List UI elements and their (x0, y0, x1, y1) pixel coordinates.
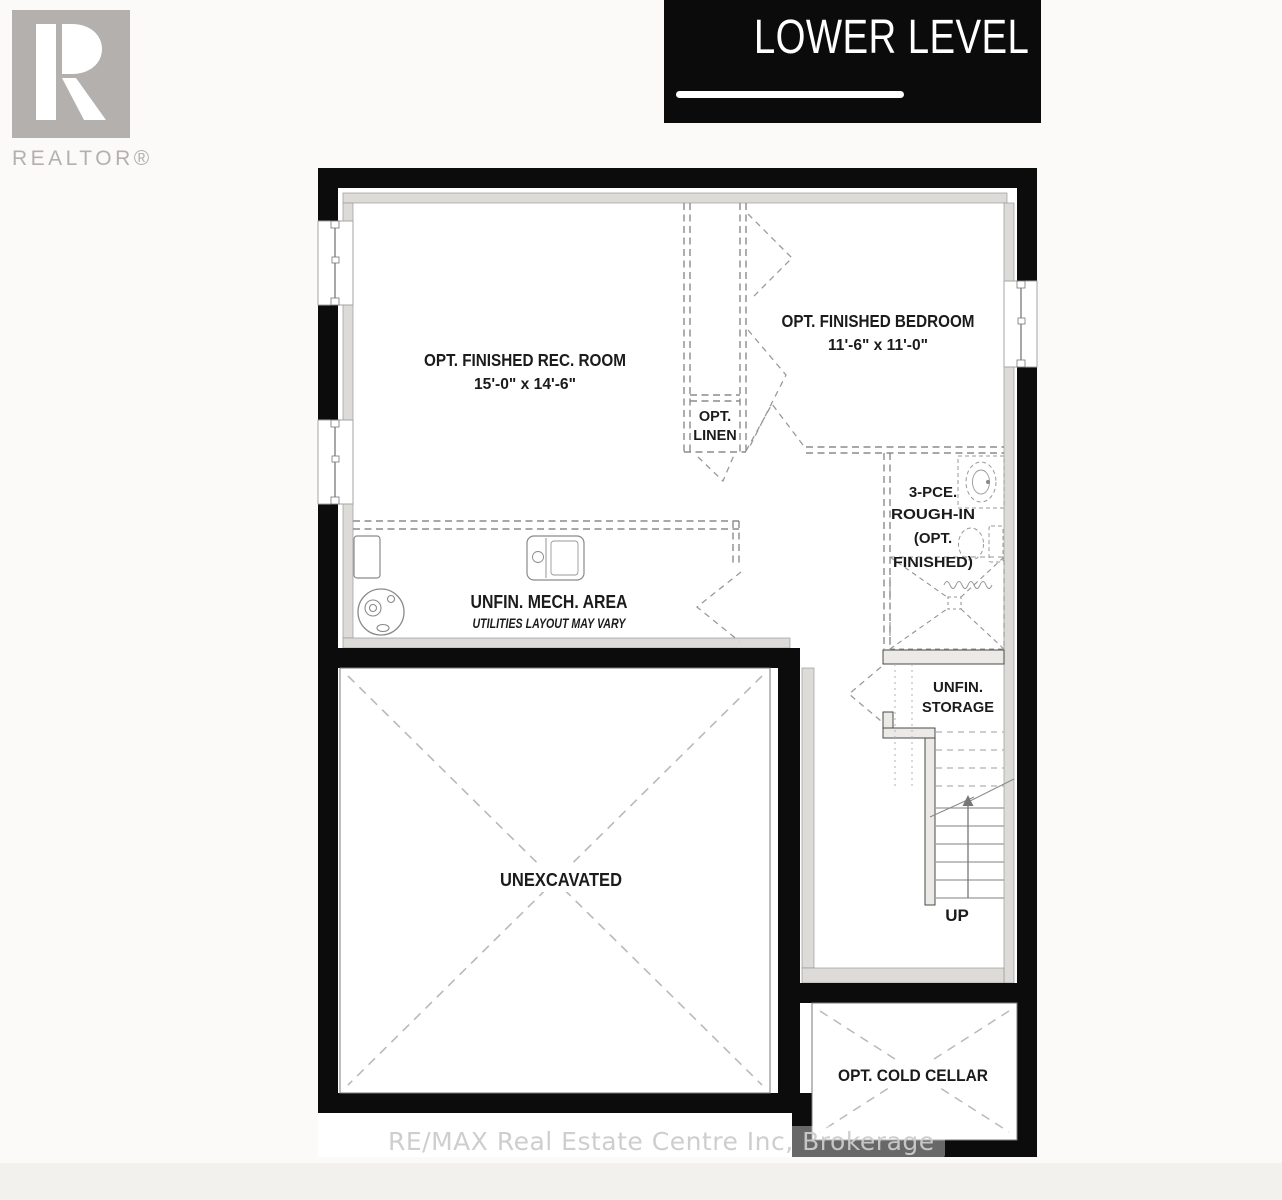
bath-label-line3: (OPT. (913, 530, 953, 547)
banner-title: LOWER LEVEL (753, 11, 1029, 64)
bedroom-dimensions: 11'-6" x 11'-0" (828, 337, 928, 354)
unexcavated-label: UNEXCAVATED (500, 870, 622, 890)
storage-label-line1: UNFIN. (933, 679, 983, 696)
linen-label-line2: LINEN (693, 428, 737, 444)
bath-label-line1: 3-PCE. (908, 484, 958, 501)
brokerage-watermark: RE/MAX Real Estate Centre Inc, Brokerage (378, 1126, 945, 1157)
stairs-up-label: UP (945, 906, 969, 925)
laundry-tub-icon (527, 536, 584, 580)
furnace-icon (358, 589, 404, 635)
water-heater-icon (354, 536, 380, 578)
rec-room-dimensions: 15'-0" x 14'-6" (474, 376, 576, 393)
bottom-margin-strip (0, 1163, 1282, 1200)
bath-label-line4: FINISHED) (893, 554, 974, 571)
rec-room-label: OPT. FINISHED REC. ROOM (424, 350, 626, 370)
bath-label-line2: ROUGH-IN (891, 506, 975, 523)
bedroom-label: OPT. FINISHED BEDROOM (781, 311, 975, 331)
mech-area-note: UTILITIES LAYOUT MAY VARY (472, 615, 627, 631)
storage-label-line2: STORAGE (922, 699, 994, 716)
linen-label-line1: OPT. (698, 409, 732, 425)
right-window-icon (1004, 281, 1037, 367)
left-window-upper-icon (318, 221, 353, 305)
cold-cellar-label: OPT. COLD CELLAR (838, 1067, 989, 1085)
left-window-lower-icon (318, 420, 353, 504)
mech-area-label: UNFIN. MECH. AREA (470, 592, 628, 612)
realtor-logo-text: REALTOR® (12, 147, 153, 170)
